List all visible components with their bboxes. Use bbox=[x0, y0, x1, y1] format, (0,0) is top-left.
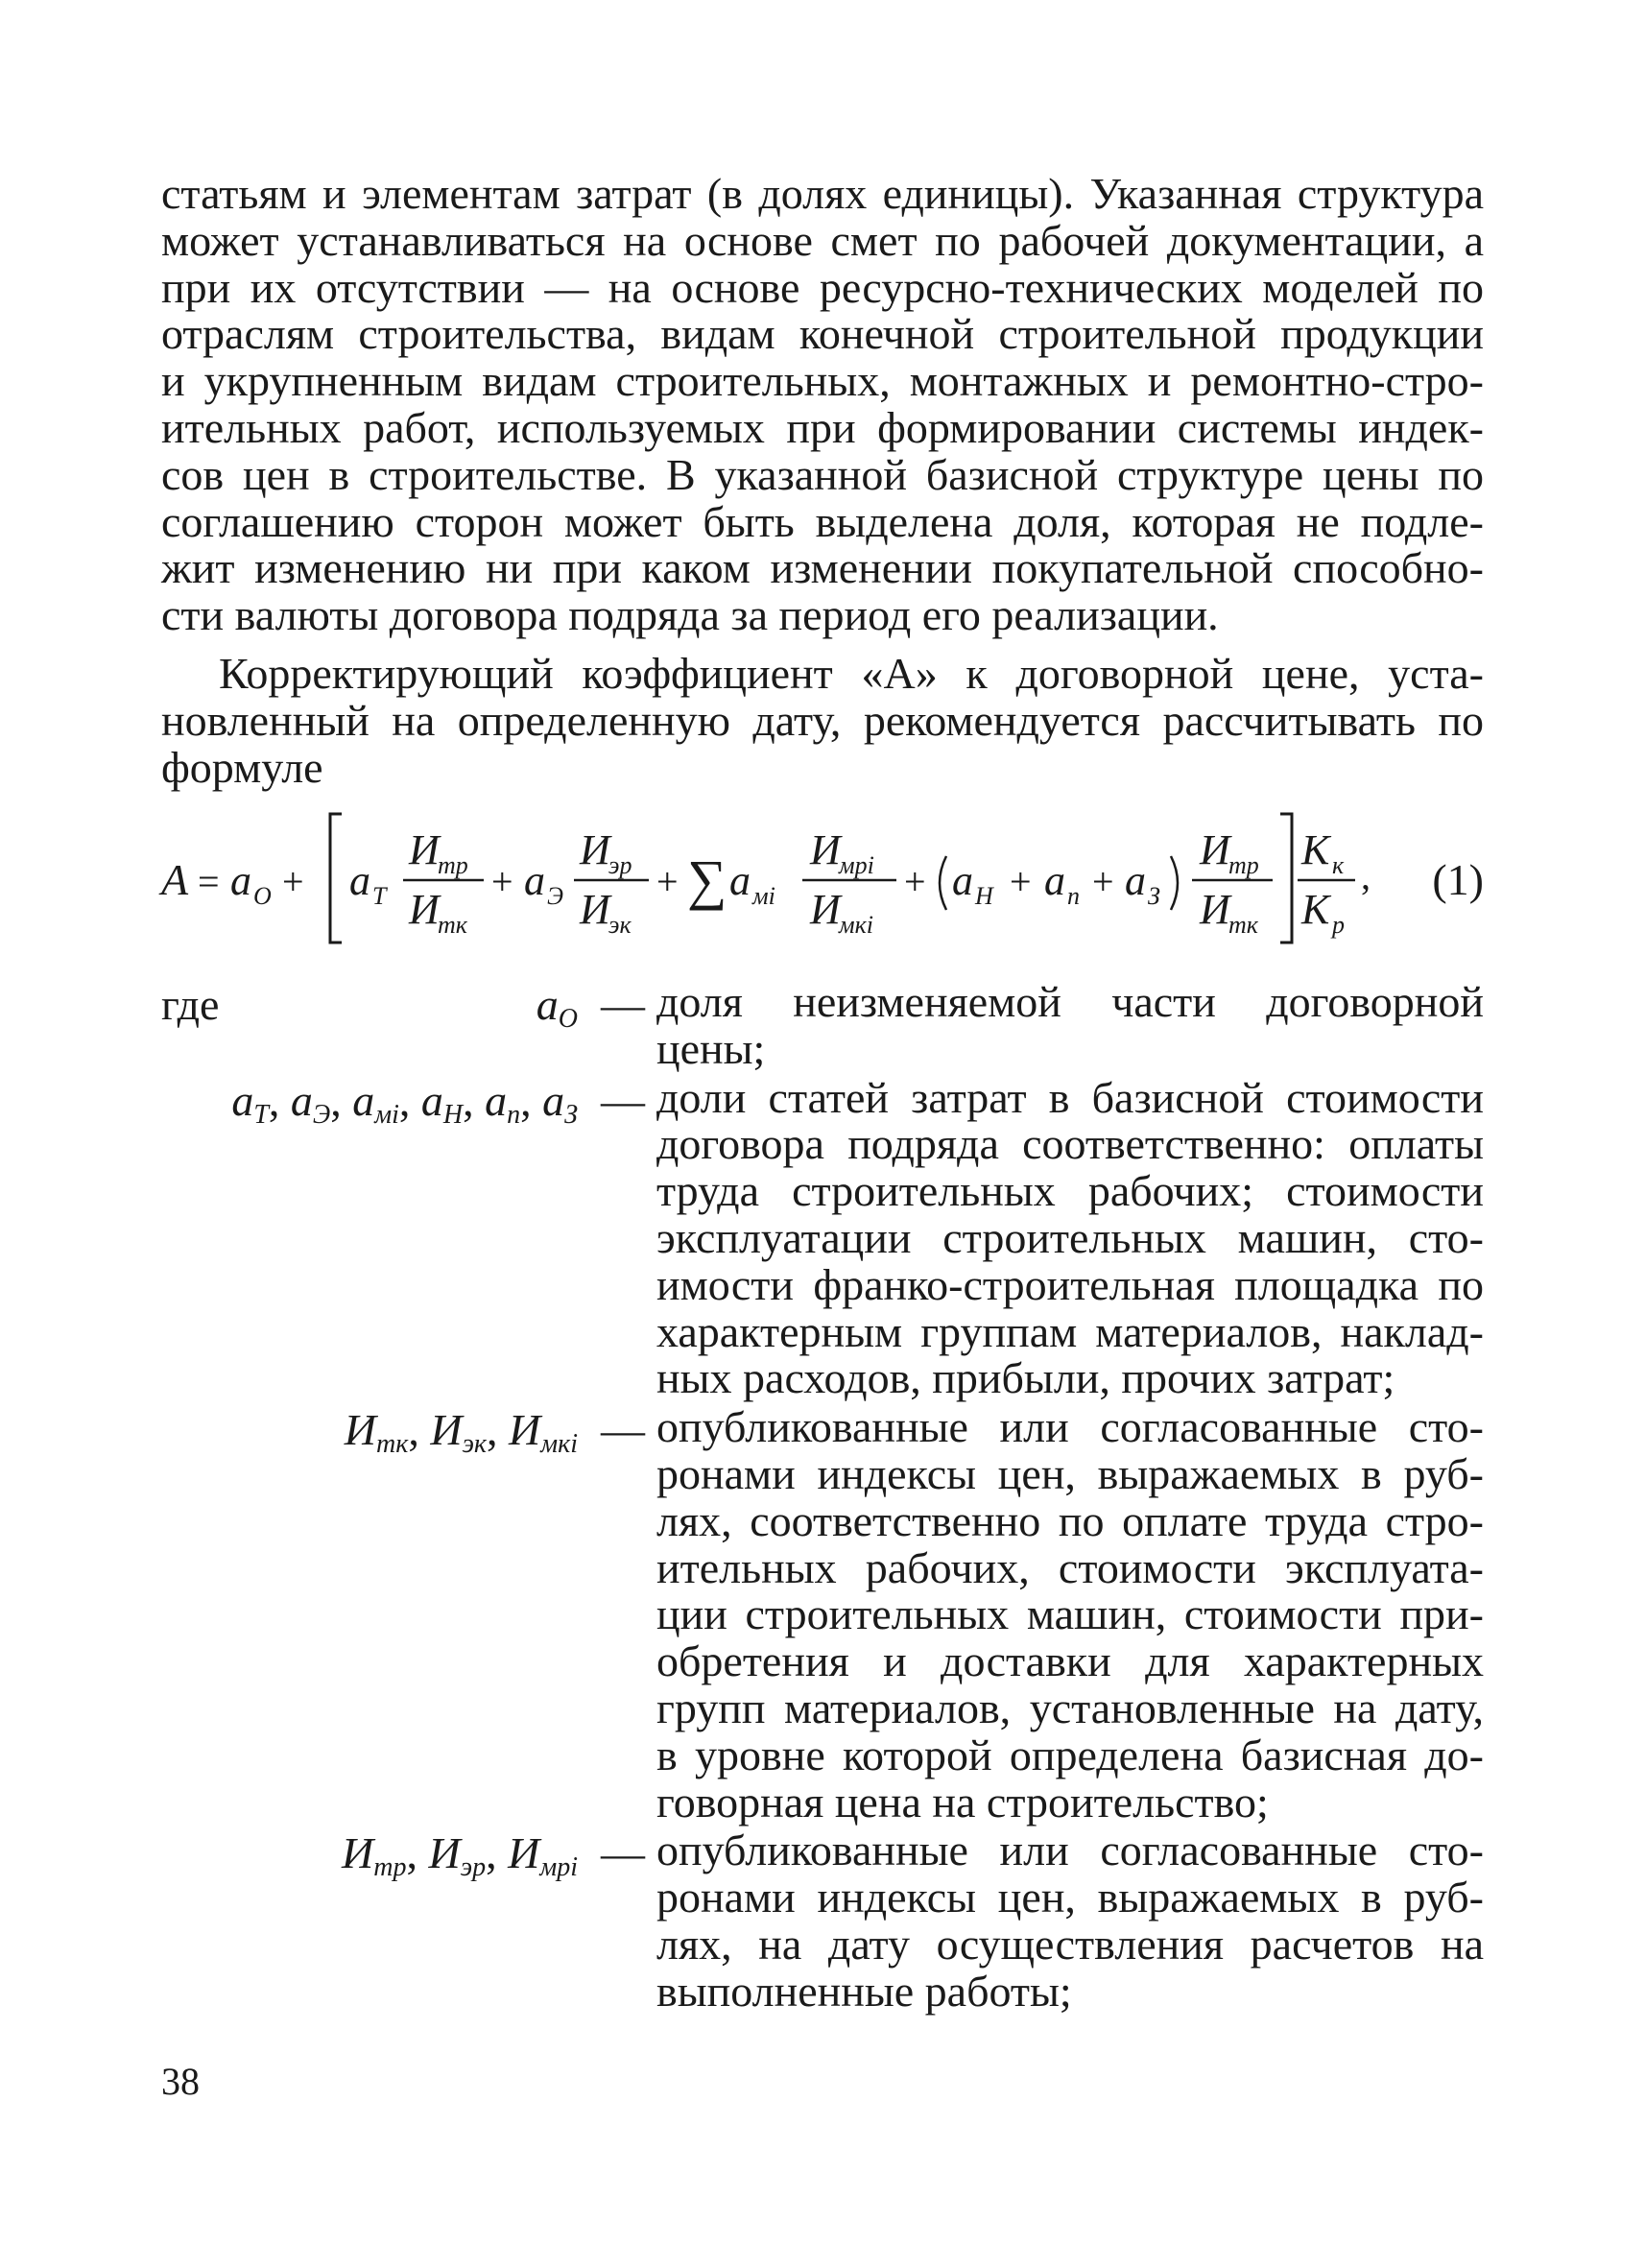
term-subscript: п bbox=[507, 1099, 521, 1130]
definition-line: обретения и доставки для характерных bbox=[656, 1636, 1484, 1686]
paragraph2-line: формуле bbox=[161, 742, 323, 792]
definition-line: опубликованные или согласованные сто- bbox=[656, 1826, 1484, 1875]
term-symbol: a bbox=[485, 1075, 508, 1125]
definition-text bbox=[656, 979, 1484, 1073]
term-subscript: эк bbox=[462, 1429, 488, 1460]
definition-line: ронами индексы цен, выражаемых в руб- bbox=[656, 1873, 1484, 1922]
formula-ami: a bbox=[729, 857, 751, 904]
formula-left-paren bbox=[940, 856, 946, 910]
paragraph-coefficient bbox=[161, 651, 1484, 791]
definition-line: выполненные работы; bbox=[656, 1966, 1072, 2016]
definition-dash: — bbox=[601, 980, 645, 1029]
term-subscript: тк bbox=[376, 1429, 409, 1460]
definition-line: лях, соответственно по оплате труда стро- bbox=[656, 1495, 1484, 1545]
definition-line: в уровне которой определена базисная до- bbox=[656, 1730, 1484, 1779]
definition-line: ных расходов, прибыли, прочих затрат; bbox=[656, 1353, 1395, 1403]
definition-line: говорная цена на строительство; bbox=[656, 1777, 1269, 1826]
term-symbol: a bbox=[352, 1075, 375, 1125]
definition-term bbox=[345, 1404, 578, 1460]
formula-ek-sub: эк bbox=[608, 911, 632, 939]
term-subscript: Т bbox=[253, 1099, 269, 1130]
formula-plus-1: + bbox=[282, 860, 304, 903]
formula-an: a bbox=[1044, 857, 1065, 904]
formula-comma: , bbox=[1361, 854, 1371, 897]
formula-I-er: И bbox=[580, 826, 610, 873]
term-symbol: a bbox=[290, 1075, 313, 1125]
formula-Kp-sub: р bbox=[1332, 911, 1345, 939]
formula-I-mki: И bbox=[810, 886, 841, 933]
paragraph1-line: ительных работ, используемых при формировании системы индек- bbox=[161, 402, 1484, 452]
definition-text bbox=[656, 1827, 1484, 2015]
paragraph1-line: сти валюты договора подряда за период его реализации. bbox=[161, 590, 1219, 640]
term-symbol: И bbox=[344, 1405, 376, 1455]
formula-aE-sub: Э bbox=[547, 882, 564, 910]
term-subscript: О bbox=[558, 1004, 578, 1034]
term-separator: , bbox=[463, 1075, 486, 1125]
term-subscript: Э bbox=[312, 1099, 331, 1130]
term-symbol: И bbox=[509, 1405, 541, 1455]
definition-line: договора подряда соответственно: оплаты bbox=[656, 1119, 1484, 1169]
paragraph1-line: статьям и элементам затрат (в долях единицы). Указанная структура bbox=[161, 169, 1484, 218]
formula-tr-sub: тр bbox=[438, 851, 468, 879]
definition-line: труда строительных рабочих; стоимости bbox=[656, 1166, 1484, 1216]
formula-mki-sub: мкi bbox=[839, 911, 873, 939]
formula-plus-4: + bbox=[904, 860, 926, 903]
formula-az-sub: З bbox=[1148, 882, 1160, 910]
formula-number: (1) bbox=[1432, 855, 1484, 904]
formula-eq: = bbox=[198, 860, 220, 903]
definition-term bbox=[342, 1827, 578, 1883]
term-symbol: a bbox=[420, 1075, 443, 1125]
formula-K-k: К bbox=[1301, 826, 1330, 873]
definition-line: доля неизменяемой части договорной bbox=[656, 977, 1484, 1026]
paragraph1-line: жит изменению ни при каком изменении покупательной способно- bbox=[161, 543, 1484, 593]
term-separator: , bbox=[486, 1828, 509, 1878]
formula-a0-sub: O bbox=[253, 882, 272, 910]
definition-text bbox=[656, 1072, 1484, 1403]
term-symbol: a bbox=[231, 1075, 254, 1125]
formula-1 bbox=[161, 797, 1484, 960]
formula-I-ek: И bbox=[580, 886, 610, 933]
paragraph1-line: сов цен в строительстве. В указанной базисной структуре цены по bbox=[161, 449, 1484, 499]
term-subscript: тр bbox=[373, 1852, 407, 1883]
formula-aT-sub: Т bbox=[372, 882, 387, 910]
term-symbol: a bbox=[536, 980, 559, 1029]
paragraph1-line: может устанавливаться на основе смет по рабочей документации, а bbox=[161, 215, 1484, 265]
definition-line: ительных рабочих, стоимости эксплуата- bbox=[656, 1542, 1484, 1592]
definition-dash: — bbox=[601, 1828, 645, 1878]
definition-term bbox=[231, 1075, 578, 1131]
formula-mri-sub: мрi bbox=[839, 851, 874, 879]
formula-right-paren bbox=[1171, 856, 1178, 910]
formula-tr-sub-2: тр bbox=[1228, 851, 1259, 879]
term-separator: , bbox=[398, 1075, 421, 1125]
definition-line: ронами индексы цен, выражаемых в руб- bbox=[656, 1448, 1484, 1498]
term-separator: , bbox=[406, 1828, 429, 1878]
term-subscript: мрi bbox=[539, 1852, 578, 1883]
page-number: 38 bbox=[161, 2060, 200, 2103]
formula-aN-sub: Н bbox=[975, 882, 993, 910]
formula-aT: a bbox=[349, 857, 370, 904]
formula-plus-2: + bbox=[491, 860, 513, 903]
definition-line: опубликованные или согласованные сто- bbox=[656, 1402, 1484, 1452]
formula-ami-sub: мi bbox=[752, 882, 775, 910]
where-label: где bbox=[161, 980, 220, 1029]
term-separator: , bbox=[330, 1075, 353, 1125]
formula-left-bracket bbox=[330, 814, 342, 943]
definition-line: имости франко-строительная площадка по bbox=[656, 1259, 1484, 1309]
term-separator: , bbox=[487, 1405, 510, 1455]
formula-tk-sub-2: тк bbox=[1228, 911, 1258, 939]
term-subscript: мi bbox=[374, 1099, 399, 1130]
formula-I-tr: И bbox=[409, 826, 440, 873]
formula-aN: a bbox=[952, 857, 973, 904]
formula-right-bracket bbox=[1280, 814, 1292, 943]
paragraph1-line: при их отсутствии — на основе ресурсно-технических моделей по bbox=[161, 262, 1484, 312]
term-symbol: И bbox=[428, 1828, 461, 1878]
formula-an-sub: п bbox=[1067, 882, 1080, 910]
formula-tk-sub: тк bbox=[438, 911, 467, 939]
definition-line: характерным группам материалов, наклад- bbox=[656, 1306, 1484, 1356]
paragraph2-line: новленный на определенную дату, рекомендуется рассчитывать по bbox=[161, 695, 1484, 745]
formula-plus-3: + bbox=[656, 860, 679, 903]
formula-er-sub: эр bbox=[608, 851, 632, 879]
formula-I-tk-2: И bbox=[1200, 886, 1230, 933]
formula-plus-5: + bbox=[1010, 860, 1032, 903]
formula-I-tr-2: И bbox=[1200, 826, 1230, 873]
formula-svg bbox=[161, 797, 1438, 960]
term-symbol: И bbox=[430, 1405, 463, 1455]
paragraph1-line: и укрупненным видам строительных, монтажных и ремонтно-стро- bbox=[161, 356, 1484, 406]
paragraph1-line: соглашению сторон может быть выделена доля, которая не подле- bbox=[161, 496, 1484, 546]
paragraph2-line: Корректирующий коэффициент «А» к договорной цене, уста- bbox=[219, 649, 1484, 698]
term-subscript: Н bbox=[442, 1099, 464, 1130]
formula-a0: a bbox=[230, 857, 251, 904]
formula-I-mri: И bbox=[810, 826, 841, 873]
definition-line: групп материалов, установленные на дату, bbox=[656, 1683, 1484, 1732]
formula-lhs: А bbox=[161, 855, 189, 904]
term-separator: , bbox=[520, 1075, 543, 1125]
definition-line: доли статей затрат в базисной стоимости bbox=[656, 1072, 1484, 1122]
formula-K-p: К bbox=[1301, 886, 1330, 933]
term-subscript: З bbox=[564, 1099, 578, 1130]
definition-line: эксплуатации строительных машин, сто- bbox=[656, 1212, 1484, 1262]
definition-text bbox=[656, 1404, 1484, 1826]
paragraph-structure bbox=[161, 171, 1484, 639]
term-symbol: a bbox=[542, 1075, 565, 1125]
formula-sum: ∑ bbox=[687, 848, 727, 911]
paragraph1-line: отраслям строительства, видам конечной строительной продукции bbox=[161, 309, 1484, 359]
formula-Kk-sub: к bbox=[1332, 851, 1345, 879]
term-symbol: И bbox=[342, 1828, 374, 1878]
term-symbol: И bbox=[508, 1828, 540, 1878]
term-separator: , bbox=[268, 1075, 291, 1125]
term-subscript: мкi bbox=[540, 1429, 578, 1460]
definition-dash: — bbox=[601, 1075, 645, 1125]
term-separator: , bbox=[408, 1405, 431, 1455]
formula-az: a bbox=[1125, 857, 1146, 904]
term-subscript: эр bbox=[460, 1852, 487, 1883]
definition-line: ции строительных машин, стоимости при- bbox=[656, 1589, 1484, 1639]
definition-line: лях, на дату осуществления расчетов на bbox=[656, 1919, 1484, 1969]
formula-plus-6: + bbox=[1092, 860, 1114, 903]
definition-dash: — bbox=[601, 1405, 645, 1455]
definition-term bbox=[536, 979, 578, 1035]
definition-line: цены; bbox=[656, 1023, 766, 1073]
formula-I-tk: И bbox=[409, 886, 440, 933]
formula-aE: a bbox=[524, 857, 545, 904]
